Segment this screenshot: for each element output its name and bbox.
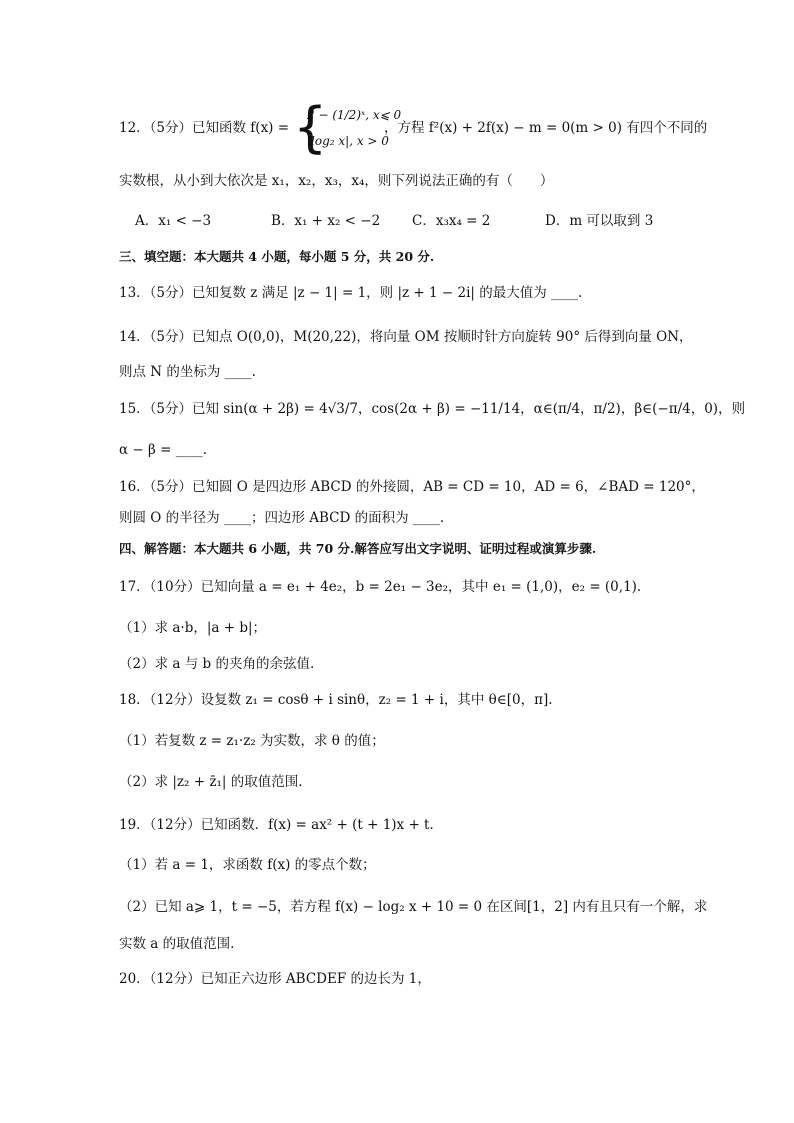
q14-line-2: 则点 N 的坐标为 ____. [119, 364, 256, 380]
q12-option-c: C．x₃x₄ = 2 [412, 213, 491, 229]
q15-line-2: α − β = ____. [119, 442, 208, 458]
q12-option-a: A．x₁ < −3 [135, 213, 212, 229]
q12-option-b: B．x₁ + x₂ < −2 [271, 213, 381, 229]
brace-symbol: { [293, 96, 328, 159]
q16-line-1: 16．（5分）已知圆 O 是四边形 ABCD 的外接圆，AB = CD = 10，AD = 6，∠BAD = 120°， [119, 479, 705, 495]
q19-part-1: （1）若 a = 1，求函数 f(x) 的零点个数； [119, 857, 376, 873]
q14-line-1: 14．（5分）已知点 O(0,0)，M(20,22)，将向量 OM 按顺时针方向旋转 90° 后得到向量 ON， [119, 329, 693, 345]
q17-part-1: （1）求 a·b，|a + b|； [119, 620, 267, 636]
section-3-heading: 三、填空题：本大题共 4 小题，每小题 5 分，共 20 分. [119, 249, 435, 264]
piecewise-case-2: |log₂ x|, x > 0 [307, 134, 389, 148]
q16-line-2: 则圆 O 的半径为 ____；四边形 ABCD 的面积为 ____. [119, 510, 445, 526]
q12-stem-prefix: 12．（5分）已知函数 f(x) = [119, 120, 290, 136]
q19-line-1: 19．（12分）已知函数．f(x) = ax² + (t + 1)x + t． [119, 817, 443, 833]
piecewise-case-1: 2 − (1/2)ˣ, x⩽ 0 [307, 108, 402, 122]
q12-stem-line2: 实数根，从小到大依次是 x₁，x₂，x₃，x₄，则下列说法正确的有（ ） [119, 173, 554, 189]
q18-part-1: （1）若复数 z = z₁·z₂ 为实数，求 θ 的值； [119, 733, 385, 749]
q17-part-2: （2）求 a 与 b 的夹角的余弦值. [119, 656, 315, 672]
q12-stem-suffix: ，方程 f²(x) + 2f(x) − m = 0(m > 0) 有四个不同的 [384, 120, 708, 136]
q19-part-2: （2）已知 a⩾ 1，t = −5，若方程 f(x) − log₂ x + 10 = 0 在区间[1，2] 内有且只有一个解，求 [119, 899, 708, 915]
section-4-heading: 四、解答题：本大题共 6 小题，共 70 分.解答应写出文字说明、证明过程或演算步骤. [119, 541, 597, 556]
q12-option-d: D．m 可以取到 3 [545, 213, 654, 229]
q15-line-1: 15．（5分）已知 sin(α + 2β) = 4√3/7，cos(2α + β) = −11/14，α∈(π/4，π/2)，β∈(−π/4，0)，则 [119, 401, 746, 417]
piecewise-function [293, 96, 402, 160]
q18-line-1: 18．（12分）设复数 z₁ = cosθ + i sinθ，z₂ = 1 + i，其中 θ∈[0，π]. [119, 692, 553, 708]
q13-text: 13．（5分）已知复数 z 满足 |z − 1| = 1，则 |z + 1 − 2i| 的最大值为 ____. [119, 285, 583, 301]
q19-part-2-cont: 实数 a 的取值范围. [119, 936, 235, 952]
q18-part-2: （2）求 |z₂ + z̄₁| 的取值范围. [119, 774, 303, 790]
q17-line-1: 17．（10分）已知向量 a = e₁ + 4e₂，b = 2e₁ − 3e₂，其中 e₁ = (1,0)，e₂ = (0,1). [119, 579, 642, 595]
q20-text: 20．（12分）已知正六边形 ABCDEF 的边长为 1， [119, 971, 431, 987]
